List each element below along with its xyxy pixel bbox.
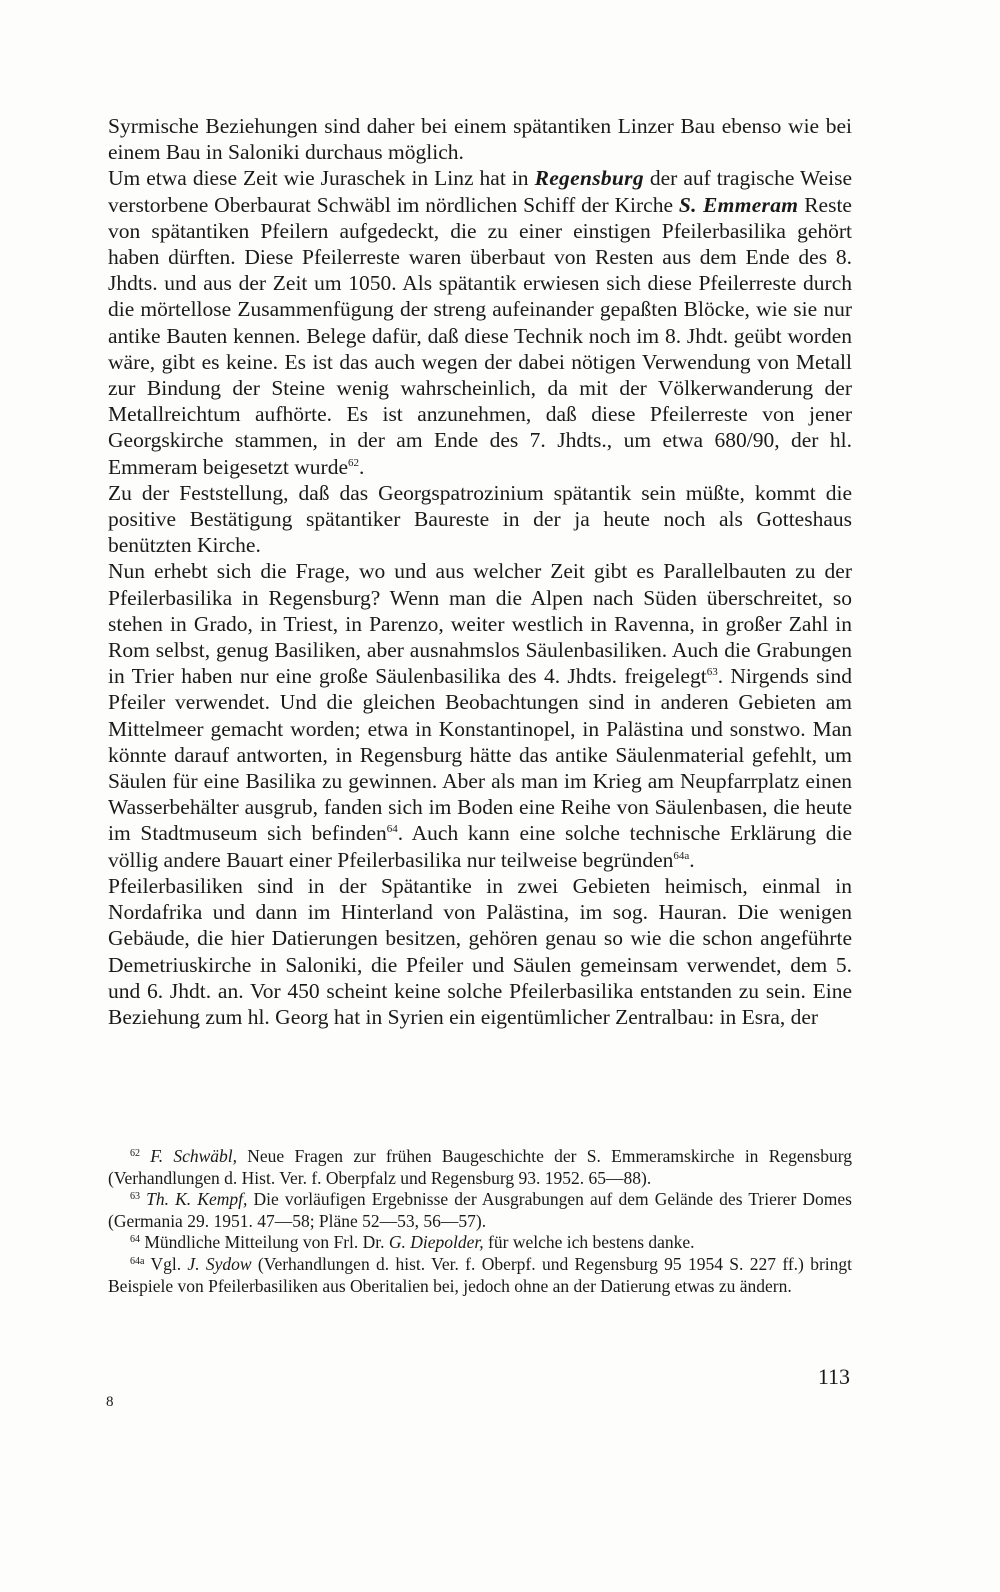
text-run: Pfeilerbasiliken sind in der Spätantike in zwei Gebieten heimisch, einmal in Nordafrika und dann im Hinterland von Palästina, im sog. Hauran. Die wenigen Gebäude, die hier Datierungen besitzen, gehören genau so wie die schon angeführte Demetriuskirche in Saloniki, die Pfeiler und Säulen gemeinsam verwendet, dem 5. und 6. Jhdt. an. Vor 450 scheint keine solche Pfeilerbasilika entstanden zu sein. Eine Beziehung zum hl. Georg hat in Syrien ein eigentümlicher Zentralbau: in Esra, der — [108, 873, 852, 1029]
text-run: . Nirgends sind Pfeiler verwendet. Und die gleichen Beobachtungen sind in anderen Gebieten am Mittelmeer gemacht worden; etwa in Konstantinopel, in Palästina und sonstwo. Man könnte darauf antworten, in Regensburg hätte das antike Säulenmaterial gefehlt, um Säulen für eine Basilika zu gewinnen. Aber als man im Krieg am Neupfarrplatz einen Wasserbehälter ausgrub, fanden sich im Boden eine Reihe von Säulenbasen, die heute im Stadtmuseum sich befinden — [108, 664, 852, 846]
footnote-reference: 64 — [386, 823, 398, 836]
text-run: Nun erhebt sich die Frage, wo und aus welcher Zeit gibt es Parallelbauten zu der Pfeilerbasilika in Regensburg? Wenn man die Alpen nach Süden überschreitet, so stehen in Grado, in Triest, in Parenzo, weiter westlich in Ravenna, in großer Zahl in Rom selbst, genug Basiliken, aber ausnahmslos Säulenbasiliken. Auch die Grabungen in Trier haben nur eine große Säulenbasilika des 4. Jhdts. freigelegt — [108, 559, 852, 689]
page-number: 113 — [817, 1364, 850, 1389]
footnote — [108, 1254, 852, 1297]
paragraph — [108, 165, 852, 479]
text-run: . — [359, 454, 365, 479]
footnote — [108, 1146, 852, 1189]
footnote-reference: 62 — [130, 1148, 140, 1159]
emphasized-text: F. Schwäbl, — [150, 1146, 238, 1166]
main-text — [108, 113, 852, 1030]
emphasized-text: Regensburg — [534, 166, 644, 191]
emphasized-text: S. Emmeram — [678, 192, 799, 217]
text-run: . — [689, 847, 695, 872]
footnote-reference: 64a — [130, 1255, 145, 1267]
footnote — [108, 1232, 852, 1254]
paragraph — [108, 480, 852, 559]
text-run: Die vorläufigen Ergebnisse der Ausgrabungen auf dem Gelände des Trierer Domes (Germania 29. 1951. 47—58; Pläne 52—53, 56—57). — [108, 1189, 852, 1231]
text-run: Reste von spätantiken Pfeilern aufgedeckt, die zu einer einstigen Pfeilerbasilika gehört haben dürften. Diese Pfeilerreste waren überbaut von Resten aus dem Ende des 8. Jhdts. und aus der Zeit um 1050. Als spätantik erwiesen sich diese Pfeilerreste durch die mörtellose Zusammenfügung der streng aufeinander gepaßten Blöcke, wie sie nur antike Bauten kennen. Belege dafür, daß diese Technik noch im 8. Jhdt. geübt worden wäre, gibt es keine. Es ist das auch wegen der dabei nötigen Verwendung von Metall zur Bindung der Steine wenig wahrscheinlich, da mit der Völkerwanderung der Metallreichtum aufhörte. Es ist anzunehmen, daß diese Pfeilerreste von jener Georgskirche stammen, in der am Ende des 7. Jhdts., um etwa 680/90, der hl. Emmeram beigesetzt wurde — [108, 192, 852, 479]
text-run: Vgl. — [144, 1253, 188, 1274]
text-run: Zu der Feststellung, daß das Georgspatrozinium spätantik sein müßte, kommt die positive Bestätigung spätantiker Baureste in der ja heute noch als Gotteshaus benützten Kirche. — [108, 480, 852, 558]
paragraph — [108, 558, 852, 872]
emphasized-text: G. Diepolder, — [388, 1232, 484, 1253]
footnote — [108, 1189, 852, 1232]
text-run: . Auch kann eine solche technische Erklärung die völlig andere Bauart einer Pfeilerbasilika nur teilweise begründen — [108, 821, 852, 872]
text-run: (Verhandlungen d. hist. Ver. f. Oberpf. und Regensburg 95 1954 S. 227 ff.) bringt Beispiele von Pfeilerbasiliken aus Oberitalien bei, jedoch ohne an der Datierung etwas zu ändern. — [108, 1253, 852, 1296]
footnote-reference: 62 — [348, 456, 359, 469]
footnote-reference: 63 — [706, 666, 718, 679]
text-run: für welche ich bestens danke. — [483, 1232, 695, 1253]
text-run: Mündliche Mitteilung von Frl. Dr. — [140, 1232, 389, 1253]
text-run: Neue Fragen zur frühen Baugeschichte der S. Emmeramskirche in Regensburg (Verhandlungen d. Hist. Ver. f. Oberpfalz und Regensburg 93. 1952. 65—88). — [108, 1146, 852, 1188]
text-run: Um etwa diese Zeit wie Juraschek in Linz hat in — [108, 166, 535, 191]
footnotes — [108, 1146, 852, 1297]
text-run — [140, 1146, 150, 1166]
text-run: Syrmische Beziehungen sind daher bei einem spätantiken Linzer Bau ebenso wie bei einem Bau in Saloniki durchaus möglich. — [108, 114, 852, 165]
footnote-reference: 64a — [673, 849, 690, 862]
text-run: der auf tragische Weise verstorbene Oberbaurat Schwäbl im nördlichen Schiff der Kirche — [108, 166, 853, 217]
paragraph — [108, 113, 852, 165]
paragraph — [108, 873, 852, 1030]
signature-mark: 8 — [106, 1394, 114, 1410]
emphasized-text: J. Sydow — [187, 1253, 252, 1274]
footnote-reference: 64 — [130, 1234, 140, 1246]
footnote-reference: 63 — [130, 1191, 140, 1203]
emphasized-text: Th. K. Kempf, — [146, 1189, 248, 1210]
